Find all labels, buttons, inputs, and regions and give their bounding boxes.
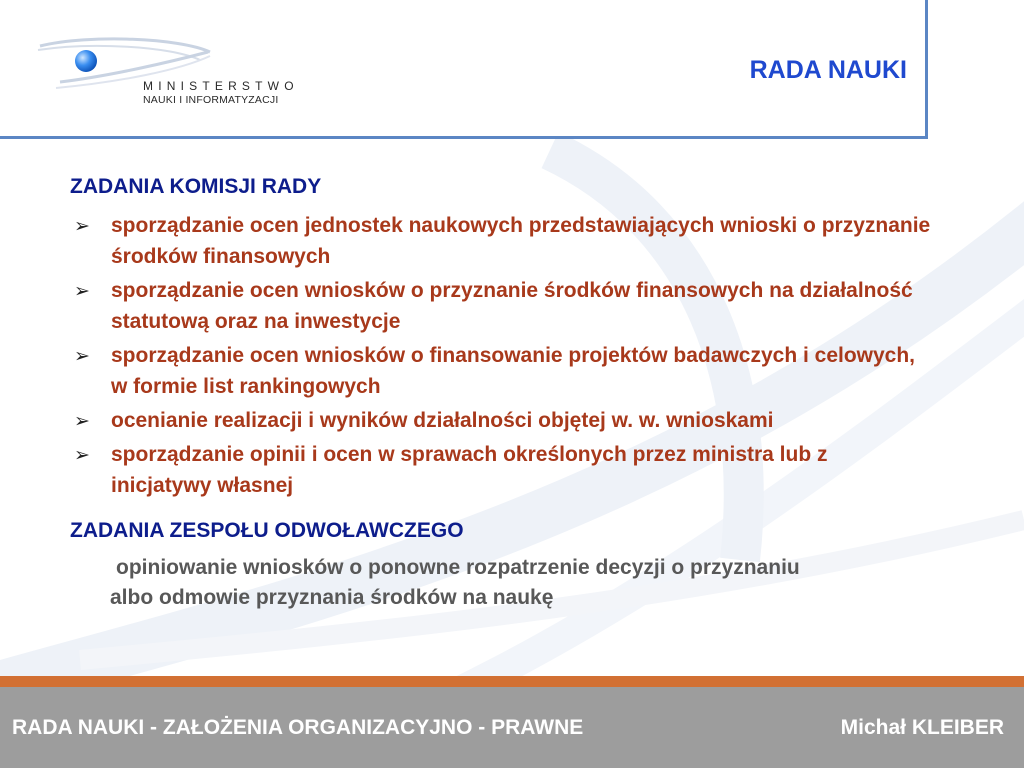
footer-author: Michał KLEIBER bbox=[840, 716, 1004, 739]
bullet-text: sporządzanie ocen wniosków o przyznanie środków finansowych na działalność statutową oraz na inwestycje bbox=[111, 279, 913, 333]
bullet-list bbox=[72, 210, 932, 504]
footer-title: RADA NAUKI - ZAŁOŻENIA ORGANIZACYJNO - PRAWNE bbox=[12, 716, 584, 739]
list-item bbox=[72, 439, 932, 501]
footer bbox=[0, 687, 1024, 768]
appeal-team-description: opiniowanie wniosków o ponowne rozpatrzenie decyzji o przyznaniu albo odmowie przyznania środków na naukę bbox=[110, 556, 800, 609]
list-item bbox=[72, 210, 932, 272]
page-title: RADA NAUKI bbox=[749, 56, 907, 84]
arrow-bullet-icon: ➢ bbox=[74, 346, 90, 367]
section-title-appeal-team: ZADANIA ZESPOŁU ODWOŁAWCZEGO bbox=[70, 519, 464, 542]
bullet-text: sporządzanie ocen wniosków o finansowanie projektów badawczych i celowych, w formie list rankingowych bbox=[111, 344, 916, 398]
arrow-bullet-icon: ➢ bbox=[74, 445, 90, 466]
section-title-commission: ZADANIA KOMISJI RADY bbox=[70, 175, 322, 198]
list-item bbox=[72, 340, 932, 402]
logo-ministry-text: MINISTERSTWO bbox=[143, 79, 299, 93]
footer-stripe bbox=[0, 676, 1024, 687]
logo-ministry-subtext: NAUKI I INFORMATYZACJI bbox=[143, 94, 279, 106]
arrow-bullet-icon: ➢ bbox=[74, 281, 90, 302]
list-item bbox=[72, 275, 932, 337]
arrow-bullet-icon: ➢ bbox=[74, 411, 90, 432]
arrow-bullet-icon: ➢ bbox=[74, 216, 90, 237]
list-item bbox=[72, 405, 932, 436]
bullet-text: sporządzanie ocen jednostek naukowych przedstawiających wnioski o przyznanie środków finansowych bbox=[111, 214, 931, 268]
bullet-text: sporządzanie opinii i ocen w sprawach określonych przez ministra lub z inicjatywy własnej bbox=[111, 443, 828, 497]
header bbox=[0, 0, 928, 139]
bullet-text: ocenianie realizacji i wyników działalności objętej w. w. wnioskami bbox=[111, 409, 774, 432]
